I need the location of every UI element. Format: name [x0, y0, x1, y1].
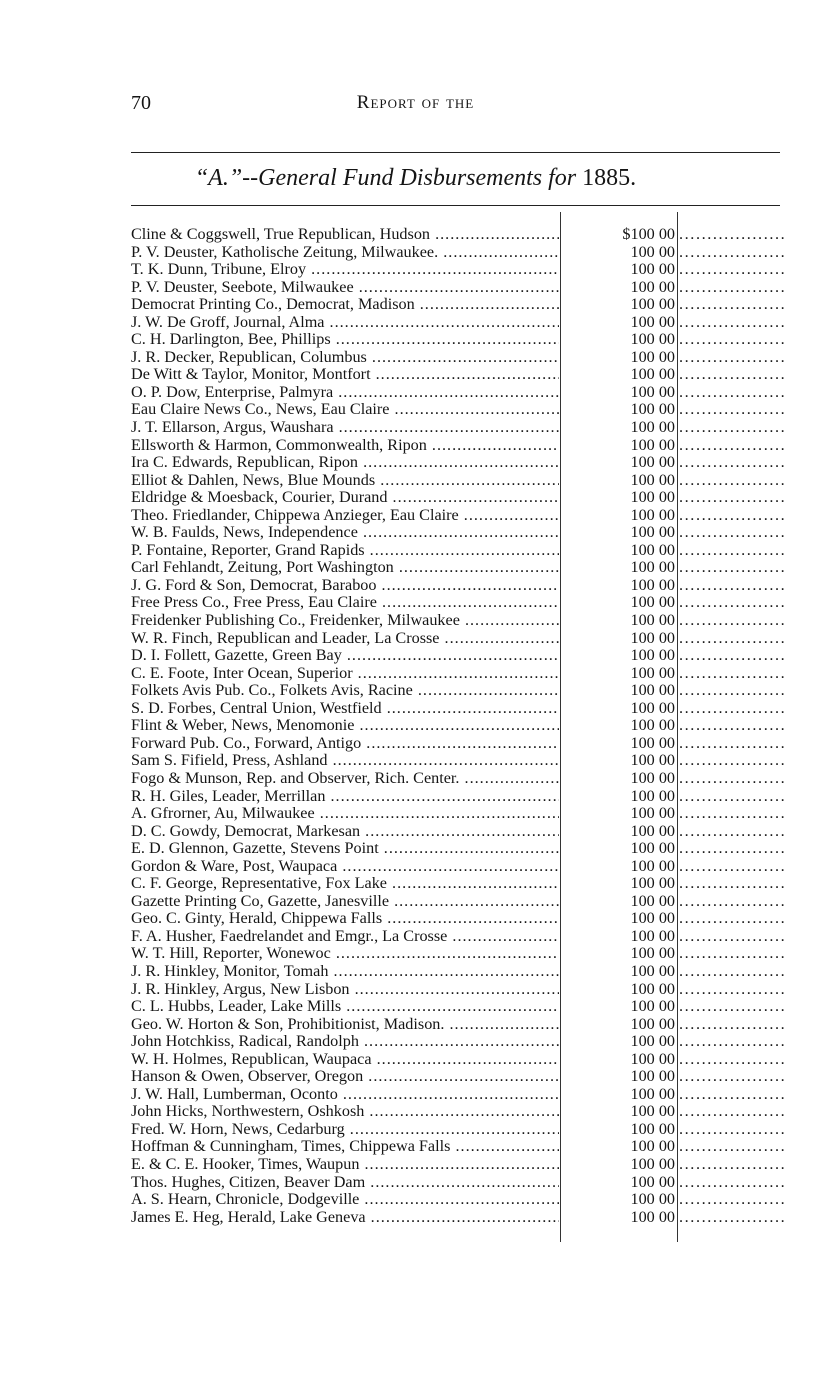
table-row — [131, 261, 786, 279]
dot-leader — [679, 1033, 785, 1051]
table-row — [131, 858, 786, 876]
dot-leader — [679, 735, 785, 753]
dot-leader — [679, 1051, 785, 1069]
payee-cell: C. H. Darlington, Bee, Phillips ..... — [131, 331, 559, 349]
dot-leader — [679, 401, 785, 419]
dot-leader — [679, 594, 785, 612]
dot-leader — [679, 1121, 785, 1139]
payee-cell: Sam S. Fifield, Press, Ashland ..... — [131, 752, 559, 770]
dot-leader — [679, 542, 785, 560]
dot-leader — [679, 261, 785, 279]
table-row — [131, 437, 786, 455]
table-row — [131, 542, 786, 560]
amount-cell: 100 00 — [630, 1067, 675, 1086]
dot-leader — [679, 910, 785, 928]
dot-leader — [679, 858, 785, 876]
table-row — [131, 805, 786, 823]
amount-cell: 100 00 — [630, 418, 675, 437]
dot-leader — [679, 630, 785, 648]
table-row — [131, 788, 786, 806]
amount-cell: 100 00 — [630, 400, 675, 419]
amount-cell: 100 00 — [630, 277, 675, 296]
payee-cell: O. P. Dow, Enterprise, Palmyra ..... — [131, 384, 559, 402]
dot-leader — [679, 314, 785, 332]
amount-cell: 100 00 — [630, 611, 675, 630]
payee-cell: J. R. Hinkley, Monitor, Tomah ..... — [131, 963, 559, 981]
amount-cell: 100 00 — [630, 1172, 675, 1191]
payee-cell: A. Gfrorner, Au, Milwaukee ..... — [131, 805, 559, 823]
payee-cell: W. B. Faulds, News, Independence ..... — [131, 524, 559, 542]
amount-cell: 100 00 — [630, 540, 675, 559]
dot-leader — [679, 945, 785, 963]
table-row — [131, 928, 786, 946]
table-row — [131, 296, 786, 314]
payee-cell: J. W. De Groff, Journal, Alma ..... — [131, 314, 559, 332]
dot-leader — [679, 875, 785, 893]
table-row — [131, 577, 786, 595]
dot-leader — [679, 788, 785, 806]
dot-leader — [679, 366, 785, 384]
dot-leader — [679, 349, 785, 367]
amount-cell: 100 00 — [630, 821, 675, 840]
payee-cell: Geo. W. Horton & Son, Prohibitionist, Madison. ..... — [131, 1016, 559, 1034]
payee-cell: Fogo & Munson, Rep. and Observer, Rich. Center. ..... — [131, 770, 559, 788]
table-row — [131, 1174, 786, 1192]
table-row — [131, 349, 786, 367]
table-row — [131, 823, 786, 841]
dot-leader — [679, 279, 785, 297]
table-row — [131, 314, 786, 332]
payee-cell: C. L. Hubbs, Leader, Lake Mills ..... — [131, 998, 559, 1016]
table-row — [131, 454, 786, 472]
table-row — [131, 717, 786, 735]
table-row — [131, 1068, 786, 1086]
payee-cell: Fred. W. Horn, News, Cedarburg ..... — [131, 1121, 559, 1139]
payee-cell: Elliot & Dahlen, News, Blue Mounds ..... — [131, 472, 559, 490]
table-row — [131, 1051, 786, 1069]
amount-cell: 100 00 — [630, 1084, 675, 1103]
payee-cell: Eau Claire News Co., News, Eau Claire ..... — [131, 401, 559, 419]
table-row — [131, 401, 786, 419]
amount-cell: 100 00 — [630, 260, 675, 279]
dot-leader — [679, 559, 785, 577]
running-head-text: Report of the — [356, 92, 475, 113]
amount-cell: 100 00 — [630, 646, 675, 665]
running-head — [0, 92, 831, 114]
payee-cell: E. D. Glennon, Gazette, Stevens Point ..... — [131, 840, 559, 858]
amount-cell: 100 00 — [630, 733, 675, 752]
payee-cell: D. C. Gowdy, Democrat, Markesan ..... — [131, 823, 559, 841]
payee-cell: Freidenker Publishing Co., Freidenker, Milwaukee ..... — [131, 612, 559, 630]
amount-cell: 100 00 — [630, 347, 675, 366]
payee-cell: W. H. Holmes, Republican, Waupaca ..... — [131, 1051, 559, 1069]
payee-cell: Flint & Weber, News, Menomonie ..... — [131, 717, 559, 735]
payee-cell: Hoffman & Cunningham, Times, Chippewa Falls ..... — [131, 1138, 559, 1156]
table-header-rule — [131, 205, 780, 206]
table-row — [131, 507, 786, 525]
payee-cell: F. A. Husher, Faedrelandet and Emgr., La Crosse ..... — [131, 928, 559, 946]
table-row — [131, 331, 786, 349]
dot-leader — [679, 700, 785, 718]
payee-cell: S. D. Forbes, Central Union, Westfield ..... — [131, 700, 559, 718]
payee-cell: T. K. Dunn, Tribune, Elroy ..... — [131, 261, 559, 279]
amount-cell: 100 00 — [630, 961, 675, 980]
payee-cell: D. I. Follett, Gazette, Green Bay ..... — [131, 647, 559, 665]
amount-cell: 100 00 — [630, 944, 675, 963]
table-row — [131, 1138, 786, 1156]
page-number: 70 — [131, 92, 151, 114]
table-row — [131, 735, 786, 753]
amount-cell: 100 00 — [630, 365, 675, 384]
dot-leader — [679, 893, 785, 911]
amount-cell: 100 00 — [630, 628, 675, 647]
table-row — [131, 963, 786, 981]
amount-cell: 100 00 — [630, 1154, 675, 1173]
table-row — [131, 998, 786, 1016]
payee-cell: J. R. Decker, Republican, Columbus ..... — [131, 349, 559, 367]
dot-leader — [679, 1016, 785, 1034]
dot-leader — [679, 507, 785, 525]
dot-leader — [679, 454, 785, 472]
amount-cell: 100 00 — [630, 593, 675, 612]
amount-cell: 100 00 — [630, 909, 675, 928]
amount-cell: 100 00 — [630, 523, 675, 542]
dot-leader — [679, 437, 785, 455]
dot-leader — [679, 244, 785, 262]
dot-leader — [679, 472, 785, 490]
payee-cell: P. V. Deuster, Katholische Zeitung, Milwaukee. ..... — [131, 244, 559, 262]
amount-cell: 100 00 — [630, 242, 675, 261]
payee-cell: W. R. Finch, Republican and Leader, La Crosse ..... — [131, 630, 559, 648]
table-row — [131, 875, 786, 893]
payee-cell: De Witt & Taylor, Monitor, Montfort ..... — [131, 366, 559, 384]
amount-cell: 100 00 — [630, 804, 675, 823]
dot-leader — [679, 665, 785, 683]
payee-cell: Free Press Co., Free Press, Eau Claire ..... — [131, 594, 559, 612]
dot-leader — [679, 752, 785, 770]
dot-leader — [679, 1138, 785, 1156]
table-row — [131, 630, 786, 648]
table-row — [131, 1156, 786, 1174]
dot-leader — [679, 770, 785, 788]
dot-leader — [679, 296, 785, 314]
amount-cell: 100 00 — [630, 698, 675, 717]
dot-leader — [679, 1174, 785, 1192]
table-row — [131, 384, 786, 402]
table-row — [131, 1033, 786, 1051]
table-title — [0, 165, 831, 192]
table-row — [131, 752, 786, 770]
table-row — [131, 489, 786, 507]
payee-cell: Gordon & Ware, Post, Waupaca ..... — [131, 858, 559, 876]
dot-leader — [679, 928, 785, 946]
dot-leader — [679, 524, 785, 542]
amount-cell: 100 00 — [630, 1190, 675, 1209]
dot-leader — [679, 805, 785, 823]
dot-leader — [679, 647, 785, 665]
amount-cell: 100 00 — [630, 435, 675, 454]
table-row — [131, 1016, 786, 1034]
dot-leader — [679, 489, 785, 507]
amount-cell: 100 00 — [630, 751, 675, 770]
table-row — [131, 700, 786, 718]
payee-cell: R. H. Giles, Leader, Merrillan ..... — [131, 788, 559, 806]
table-row — [131, 244, 786, 262]
table-row — [131, 1121, 786, 1139]
amount-cell: 100 00 — [630, 1014, 675, 1033]
payee-cell: Folkets Avis Pub. Co., Folkets Avis, Racine ..... — [131, 682, 559, 700]
dot-leader — [679, 963, 785, 981]
amount-cell: 100 00 — [630, 453, 675, 472]
table-row — [131, 594, 786, 612]
payee-cell: E. & C. E. Hooker, Times, Waupun ..... — [131, 1156, 559, 1174]
amount-cell: 100 00 — [630, 1049, 675, 1068]
amount-cell: 100 00 — [630, 1102, 675, 1121]
amount-cell: 100 00 — [630, 1207, 675, 1226]
amount-cell: 100 00 — [630, 681, 675, 700]
payee-cell: Thos. Hughes, Citizen, Beaver Dam ..... — [131, 1174, 559, 1192]
payee-cell: Eldridge & Moesback, Courier, Durand ..... — [131, 489, 559, 507]
amount-cell: 100 00 — [630, 663, 675, 682]
table-title-text: “A.”--General Fund Disbursements for — [194, 165, 577, 191]
dot-leader — [679, 1156, 785, 1174]
amount-cell: 100 00 — [630, 856, 675, 875]
amount-cell: 100 00 — [630, 488, 675, 507]
payee-cell: J. R. Hinkley, Argus, New Lisbon ..... — [131, 981, 559, 999]
payee-cell: Ellsworth & Harmon, Commonwealth, Ripon ..... — [131, 437, 559, 455]
dot-leader — [679, 384, 785, 402]
table-row — [131, 893, 786, 911]
amount-cell: 100 00 — [630, 382, 675, 401]
amount-cell: 100 00 — [630, 768, 675, 787]
amount-cell: 100 00 — [630, 575, 675, 594]
table-row — [131, 981, 786, 999]
payee-cell: P. Fontaine, Reporter, Grand Rapids ..... — [131, 542, 559, 560]
dot-leader — [679, 717, 785, 735]
payee-cell: P. V. Deuster, Seebote, Milwaukee ..... — [131, 279, 559, 297]
payee-cell: Theo. Friedlander, Chippewa Anzieger, Eau Claire ..... — [131, 507, 559, 525]
table-row — [131, 419, 786, 437]
table-row — [131, 1086, 786, 1104]
payee-cell: J. G. Ford & Son, Democrat, Baraboo ..... — [131, 577, 559, 595]
payee-cell: Carl Fehlandt, Zeitung, Port Washington ..... — [131, 559, 559, 577]
amount-cell: 100 00 — [630, 295, 675, 314]
payee-cell: Forward Pub. Co., Forward, Antigo ..... — [131, 735, 559, 753]
amount-cell: $100 00 — [622, 225, 675, 243]
table-row — [131, 647, 786, 665]
payee-cell: Cline & Coggswell, True Republican, Hudson ..... — [131, 226, 559, 244]
table-top-rule — [131, 152, 780, 153]
dot-leader — [679, 998, 785, 1016]
dot-leader — [679, 1191, 785, 1209]
amount-cell: 100 00 — [630, 558, 675, 577]
payee-cell: A. S. Hearn, Chronicle, Dodgeville ..... — [131, 1191, 559, 1209]
payee-cell: Ira C. Edwards, Republican, Ripon ..... — [131, 454, 559, 472]
dot-leader — [679, 612, 785, 630]
dot-leader — [679, 419, 785, 437]
table-row — [131, 559, 786, 577]
amount-cell: 100 00 — [630, 926, 675, 945]
payee-cell: C. F. George, Representative, Fox Lake ..... — [131, 875, 559, 893]
payee-cell: Geo. C. Ginty, Herald, Chippewa Falls ..... — [131, 910, 559, 928]
payee-cell: C. E. Foote, Inter Ocean, Superior ..... — [131, 665, 559, 683]
amount-cell: 100 00 — [630, 330, 675, 349]
table-row — [131, 770, 786, 788]
amount-cell: 100 00 — [630, 1137, 675, 1156]
table-row — [131, 945, 786, 963]
dot-leader — [679, 823, 785, 841]
table-title-year: 1885. — [582, 165, 637, 191]
amount-cell: 100 00 — [630, 979, 675, 998]
table-row — [131, 910, 786, 928]
table-row — [131, 612, 786, 630]
amount-cell: 100 00 — [630, 891, 675, 910]
table-row — [131, 1103, 786, 1121]
amount-cell: 100 00 — [630, 786, 675, 805]
payee-cell: John Hicks, Northwestern, Oshkosh ..... — [131, 1103, 559, 1121]
payee-cell: James E. Heg, Herald, Lake Geneva ..... — [131, 1209, 559, 1227]
payee-cell: W. T. Hill, Reporter, Wonewoc ..... — [131, 945, 559, 963]
amount-cell: 100 00 — [630, 505, 675, 524]
dot-leader — [679, 577, 785, 595]
amount-cell: 100 00 — [630, 1032, 675, 1051]
payee-cell: Gazette Printing Co, Gazette, Janesville ..... — [131, 893, 559, 911]
payee-cell: Hanson & Owen, Observer, Oregon ..... — [131, 1068, 559, 1086]
payee-cell: J. T. Ellarson, Argus, Waushara ..... — [131, 419, 559, 437]
disbursement-table — [131, 226, 786, 1226]
table-row — [131, 1191, 786, 1209]
amount-cell: 100 00 — [630, 716, 675, 735]
table-row — [131, 665, 786, 683]
table-row — [131, 682, 786, 700]
dot-leader — [679, 331, 785, 349]
dot-leader — [679, 1086, 785, 1104]
dot-leader — [679, 840, 785, 858]
payee-cell: Democrat Printing Co., Democrat, Madison ..... — [131, 296, 559, 314]
table-row — [131, 226, 786, 244]
payee-cell: J. W. Hall, Lumberman, Oconto ..... — [131, 1086, 559, 1104]
table-row — [131, 279, 786, 297]
amount-cell: 100 00 — [630, 470, 675, 489]
table-row — [131, 366, 786, 384]
dot-leader — [679, 226, 785, 244]
amount-cell: 100 00 — [630, 839, 675, 858]
amount-cell: 100 00 — [630, 874, 675, 893]
table-row — [131, 472, 786, 490]
dot-leader — [679, 981, 785, 999]
amount-cell: 100 00 — [630, 997, 675, 1016]
amount-cell: 100 00 — [630, 312, 675, 331]
dot-leader — [679, 1209, 785, 1227]
amount-cell: 100 00 — [630, 1119, 675, 1138]
table-row — [131, 1209, 786, 1227]
dot-leader — [679, 682, 785, 700]
table-row — [131, 840, 786, 858]
payee-cell: John Hotchkiss, Radical, Randolph ..... — [131, 1033, 559, 1051]
dot-leader — [679, 1068, 785, 1086]
table-row — [131, 524, 786, 542]
dot-leader — [679, 1103, 785, 1121]
